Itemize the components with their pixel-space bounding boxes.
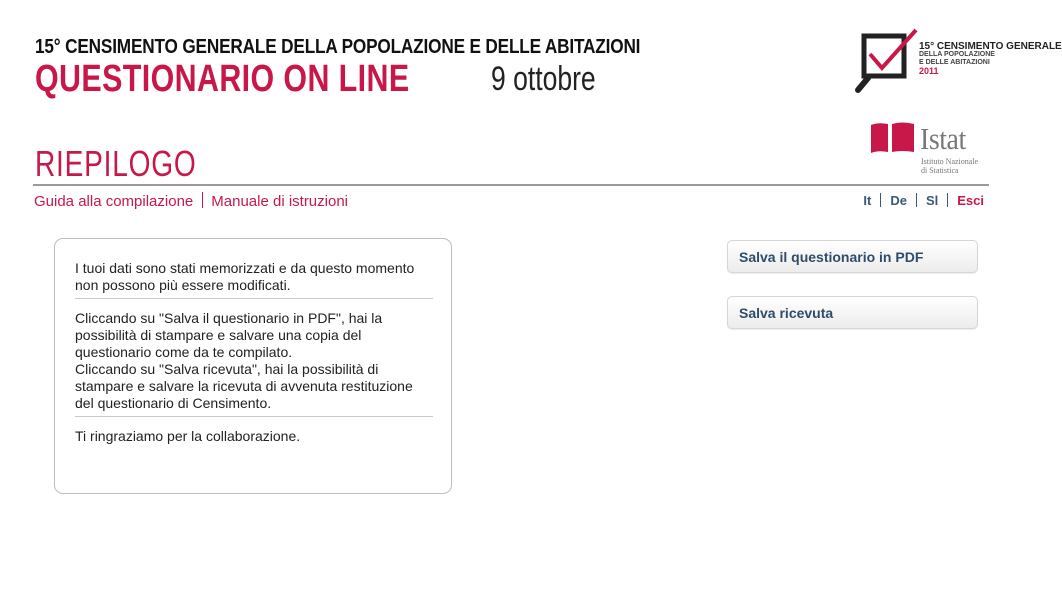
header-divider [33, 184, 989, 186]
summary-panel [54, 238, 452, 494]
summary-pdf-instructions: Cliccando su "Salva il questionario in PDF", hai la possibilità di stampare e salvare una copia del questionario come da te compilato. [75, 310, 383, 360]
manual-link[interactable]: Manuale di istruzioni [211, 193, 349, 210]
lang-separator [880, 193, 881, 207]
save-pdf-button[interactable]: Salva il questionario in PDF [727, 240, 978, 273]
lang-sl-link[interactable]: Sl [925, 193, 939, 208]
census-date: 9 ottobre [491, 60, 596, 98]
save-receipt-button[interactable]: Salva ricevuta [727, 296, 978, 329]
lang-de-link[interactable]: De [890, 193, 907, 208]
summary-receipt-instructions: Cliccando su "Salva ricevuta", hai la possibilità di stampare e salvare la ricevuta di avvenuta restituzione del questionario di Censimento. [75, 361, 413, 411]
istat-name: Istat [920, 121, 966, 156]
lang-it-link[interactable]: It [863, 193, 872, 208]
census-logo-line3: E DELLE ABITAZIONI [919, 59, 990, 66]
help-links [34, 192, 348, 210]
questionnaire-title: QUESTIONARIO ON LINE [35, 58, 410, 100]
summary-divider [75, 416, 433, 417]
lang-separator [947, 193, 948, 207]
summary-saved-message: I tuoi dati sono stati memorizzati e da questo momento non possono più essere modificati. [75, 260, 415, 293]
exit-link[interactable]: Esci [957, 193, 984, 208]
guide-link[interactable]: Guida alla compilazione [34, 193, 194, 210]
census-title: 15° CENSIMENTO GENERALE DELLA POPOLAZIONE E DELLE ABITAZIONI [35, 36, 641, 58]
census-logo-line1: 15° CENSIMENTO GENERALE [919, 41, 1062, 52]
summary-divider [75, 298, 433, 299]
lang-separator [916, 193, 917, 207]
istat-subtitle-line2: di Statistica [921, 166, 959, 175]
istat-subtitle-line1: Istituto Nazionale [921, 157, 979, 166]
summary-thanks: Ti ringraziamo per la collaborazione. [75, 428, 301, 444]
census-logo-line2: DELLA POPOLAZIONE [919, 51, 995, 58]
istat-subtitle [921, 157, 978, 175]
summary-instructions [75, 310, 435, 412]
census-logo-text [919, 43, 1062, 75]
language-switcher [863, 193, 984, 208]
census-logo-year: 2011 [919, 66, 939, 76]
page-title: RIEPILOGO [35, 143, 197, 184]
link-separator [202, 192, 203, 208]
